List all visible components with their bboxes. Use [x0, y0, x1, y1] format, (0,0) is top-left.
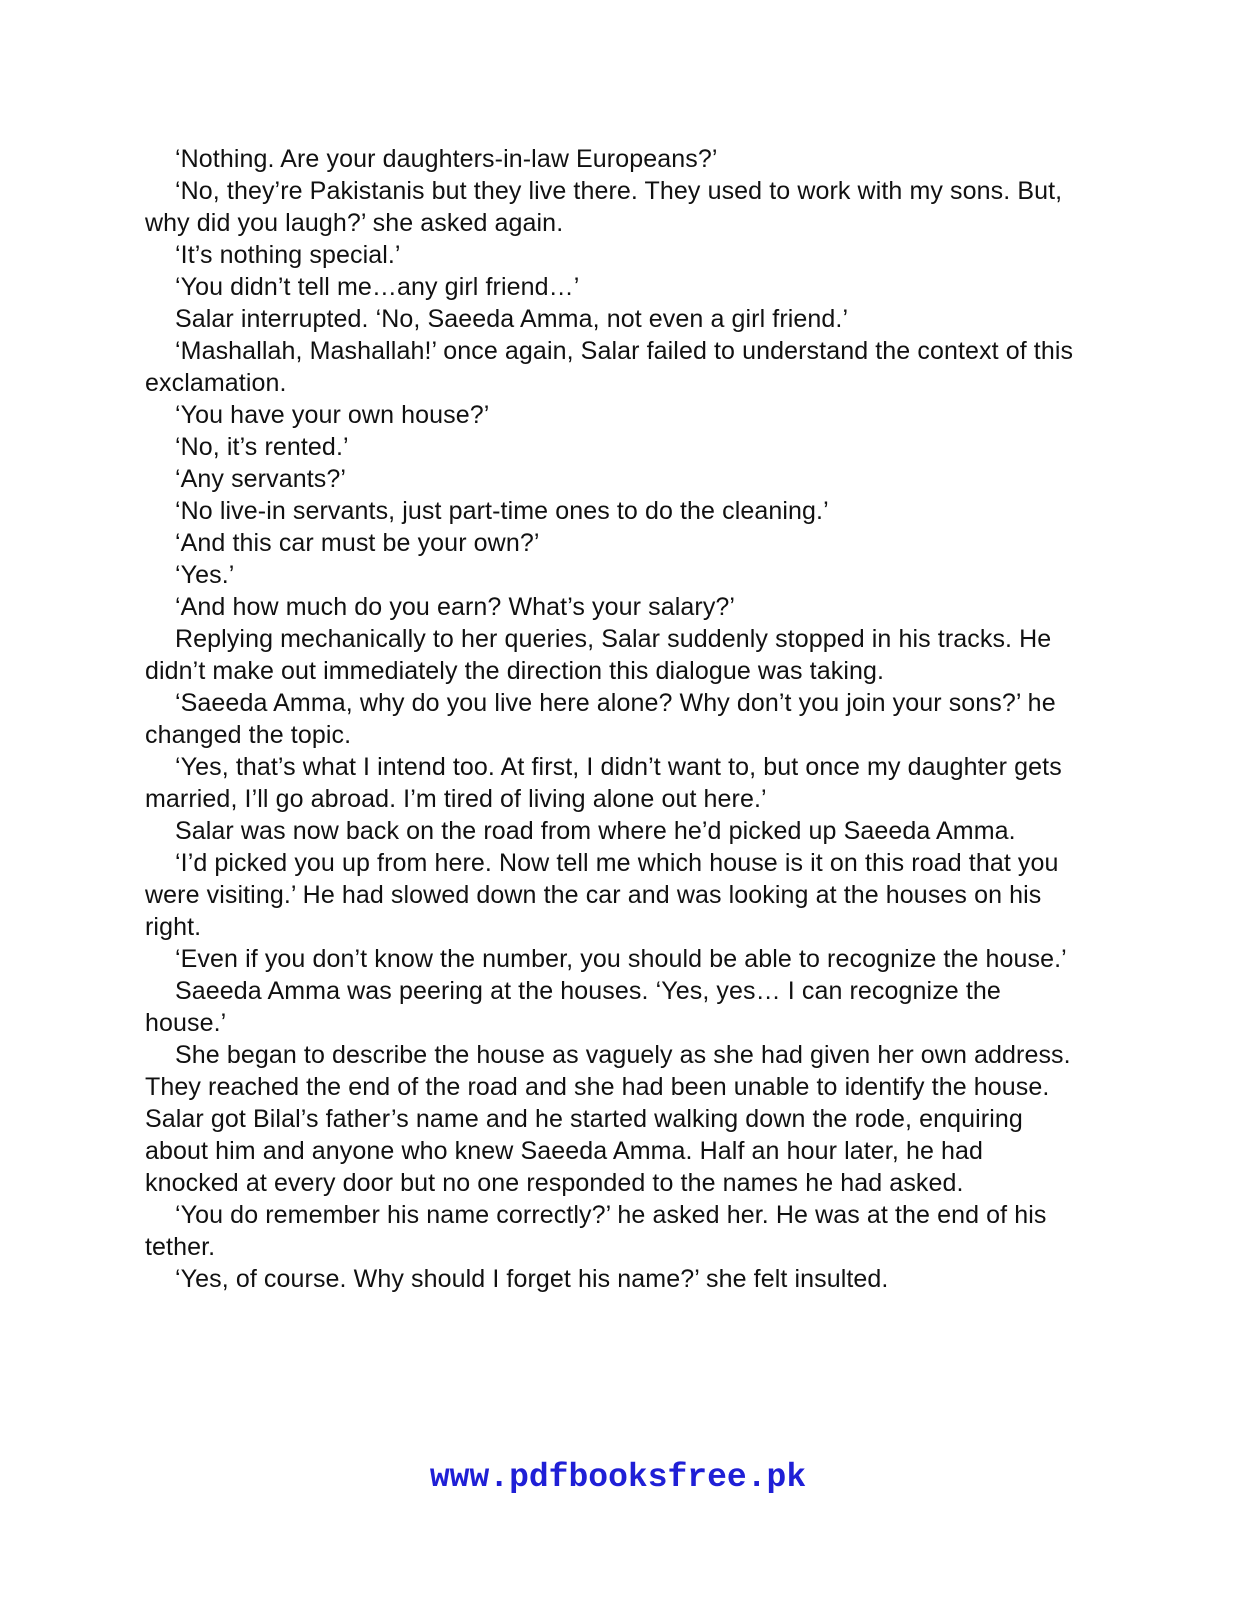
paragraph: ‘Saeeda Amma, why do you live here alone? Why don’t you join your sons?’ he changed the topic.: [145, 689, 1056, 749]
paragraph: ‘Yes, of course. Why should I forget his name?’ she felt insulted.: [175, 1265, 889, 1293]
paragraph: She began to describe the house as vaguely as she had given her own address. They reached the end of the road and she had been unable to identify the house. Salar got Bilal’s father’s name and he started walking down the rode, enquiring about him and anyone who knew Saeeda Amma. Half an hour later, he had knocked at every door but no one responded to the names he had asked.: [145, 1041, 1071, 1197]
paragraph: ‘No live-in servants, just part-time ones to do the cleaning.’: [175, 497, 829, 525]
website-link[interactable]: www.pdfbooksfree.pk: [429, 1459, 807, 1496]
paragraph: ‘Nothing. Are your daughters-in-law Europeans?’: [175, 145, 718, 173]
paragraph: ‘And how much do you earn? What’s your salary?’: [175, 593, 736, 621]
paragraph: ‘Yes, that’s what I intend too. At first, I didn’t want to, but once my daughter gets married, I’ll go abroad. I’m tired of living alone out here.’: [145, 753, 1062, 813]
paragraph: ‘Even if you don’t know the number, you should be able to recognize the house.’: [175, 945, 1067, 973]
paragraph: Saeeda Amma was peering at the houses. ‘Yes, yes… I can recognize the house.’: [145, 977, 1001, 1037]
paragraph: Salar was now back on the road from where he’d picked up Saeeda Amma.: [175, 817, 1016, 845]
paragraph: ‘You do remember his name correctly?’ he asked her. He was at the end of his tether.: [145, 1201, 1047, 1261]
paragraph: ‘No, it’s rented.’: [175, 433, 349, 461]
body-text: [145, 143, 1080, 1295]
paragraph: ‘Mashallah, Mashallah!’ once again, Salar failed to understand the context of this exclamation.: [145, 337, 1074, 397]
paragraph: Replying mechanically to her queries, Salar suddenly stopped in his tracks. He didn’t make out immediately the direction this dialogue was taking.: [145, 625, 1052, 685]
paragraph: ‘Yes.’: [175, 561, 235, 589]
paragraph: ‘No, they’re Pakistanis but they live there. They used to work with my sons. But, why did you laugh?’ she asked again.: [145, 177, 1063, 237]
paragraph: ‘You didn’t tell me…any girl friend…’: [175, 273, 580, 301]
paragraph: ‘It’s nothing special.’: [175, 241, 401, 269]
paragraph: ‘You have your own house?’: [175, 401, 490, 429]
paragraph: Salar interrupted. ‘No, Saeeda Amma, not even a girl friend.’: [175, 305, 849, 333]
paragraph: ‘I’d picked you up from here. Now tell me which house is it on this road that you were visiting.’ He had slowed down the car and was looking at the houses on his right.: [145, 849, 1059, 941]
paragraph: ‘And this car must be your own?’: [175, 529, 540, 557]
paragraph: ‘Any servants?’: [175, 465, 347, 493]
